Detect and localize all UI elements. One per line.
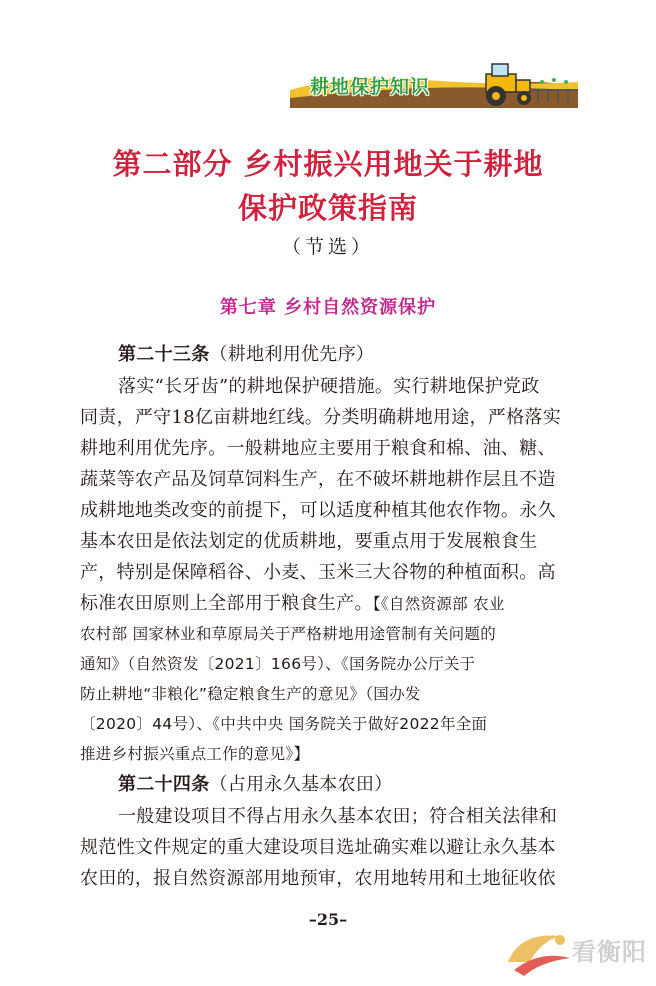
- article-24-line: 规范性文件规定的重大建设项目选址确实难以避让永久基本: [80, 837, 556, 858]
- chapter-heading: 第七章 乡村自然资源保护: [219, 297, 437, 318]
- article-24-heading-line: [118, 770, 618, 796]
- article-23-line: 产，特别是保障稻谷、小麦、玉米三大谷物的种植面积。高: [80, 562, 556, 583]
- article-23-line: 落实“长牙齿”的耕地保护硬措施。实行耕地保护党政: [118, 376, 540, 397]
- reference-line: 农村部 国家林业和草原局关于严格耕地用途管制有关问题的: [80, 625, 497, 643]
- article-23-line-last: [80, 589, 580, 615]
- article-23-line: 同责，严守18亿亩耕地红线。分类明确耕地用途，严格落实: [80, 407, 562, 428]
- reference-line: 〔2020〕44号）、《中共中央 国务院关于做好2022年全面: [80, 715, 488, 733]
- tractor-icon: [478, 60, 582, 108]
- reference-start: 【《自然资源部 农业: [372, 595, 505, 613]
- article-23-heading-note: （耕地利用优先序）: [209, 344, 375, 365]
- article-23-heading-line: [118, 340, 618, 366]
- article-24-line: 农田的，报自然资源部用地预审，农用地转用和土地征收依: [80, 868, 556, 889]
- article-23-line: 标准农田原则上全部用于粮食生产。: [80, 593, 373, 614]
- article-23-heading: 第二十三条: [118, 344, 210, 365]
- article-24-heading: 第二十四条: [118, 774, 210, 795]
- watermark-text: 看衡阳: [572, 938, 647, 966]
- article-23-line: 耕地利用优先序。一般耕地应主要用于粮食和棉、油、糖、: [80, 438, 556, 459]
- reference-line: 防止耕地“非粮化”稳定粮食生产的意见》（国办发: [80, 685, 421, 703]
- main-title-line1: 第二部分 乡村振兴用地关于耕地: [112, 147, 544, 181]
- main-title: [0, 142, 656, 230]
- header-title: 耕地保护知识: [310, 76, 431, 98]
- article-23-line: 成耕地地类改变的前提下，可以适度种植其他农作物。永久: [80, 500, 556, 521]
- article-24-heading-note: （占用永久基本农田）: [209, 774, 393, 795]
- article-23-line: 基本农田是依法划定的优质耕地，要重点用于发展粮食生: [80, 531, 538, 552]
- article-24-line: 一般建设项目不得占用永久基本农田；符合相关法律和: [118, 806, 558, 827]
- page-number: –25–: [308, 910, 348, 929]
- reference-line: 通知》（自然资发〔2021〕166号）、《国务院办公厅关于: [80, 655, 476, 673]
- subtitle: （节选）: [281, 236, 374, 258]
- reference-line: 推进乡村振兴重点工作的意见》】: [80, 745, 310, 763]
- main-title-line2: 保护政策指南: [237, 191, 418, 225]
- article-23-line: 蔬菜等农产品及饲草饲料生产，在不破坏耕地耕作层且不造: [80, 469, 556, 490]
